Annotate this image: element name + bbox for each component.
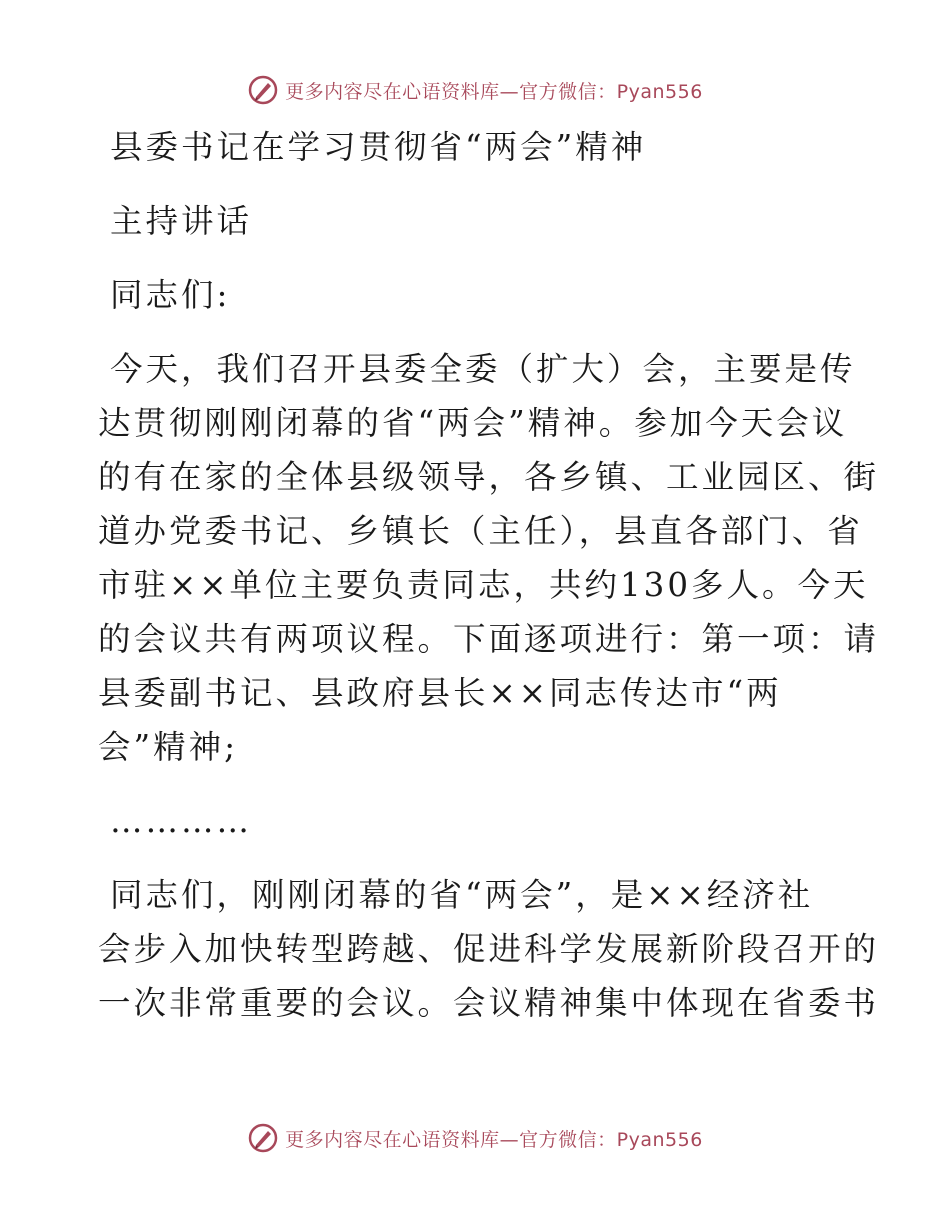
watermark-text: 更多内容尽在心语资料库—官方微信：Pyan556 [285, 1128, 703, 1151]
paragraph-line: 县委副书记、县政府县长××同志传达市“两 [98, 674, 782, 712]
salutation: 同志们: [110, 276, 231, 314]
document-title-line-1: 县委书记在学习贯彻省“两会”精神 [110, 128, 647, 166]
watermark-footer [0, 1118, 950, 1158]
paragraph-line: 道办党委书记、乡镇长（主任），县直各部门、省 [98, 512, 863, 550]
paragraph-line: 一次非常重要的会议。会议精神集中体现在省委书 [98, 984, 880, 1022]
watermark-text: 更多内容尽在心语资料库—官方微信：Pyan556 [285, 80, 703, 103]
pen-logo-icon [247, 74, 279, 106]
paragraph-line: 市驻××单位主要负责同志，共约130多人。今天 [98, 566, 869, 604]
paragraph-line: 今天，我们召开县委全委（扩大）会，主要是传 [110, 350, 856, 388]
paragraph-2 [98, 868, 880, 1030]
document-body [98, 120, 880, 1030]
paragraph-line: 的有在家的全体县级领导，各乡镇、工业园区、街 [98, 458, 880, 496]
paragraph-line: 达贯彻刚刚闭幕的省“两会”精神。参加今天会议 [98, 404, 848, 442]
pen-logo-icon [247, 1122, 279, 1154]
paragraph-line: 会步入加快转型跨越、促进科学发展新阶段召开的 [98, 930, 880, 968]
watermark-header [0, 70, 950, 110]
ellipsis: ………… [110, 802, 252, 840]
paragraph-line: 同志们，刚刚闭幕的省“两会”，是××经济社 [110, 876, 814, 914]
document-title-line-2: 主持讲话 [110, 202, 253, 240]
paragraph-line: 会”精神; [98, 728, 239, 766]
paragraph-1 [98, 342, 880, 774]
paragraph-line: 的会议共有两项议程。下面逐项进行：第一项：请 [98, 620, 880, 658]
